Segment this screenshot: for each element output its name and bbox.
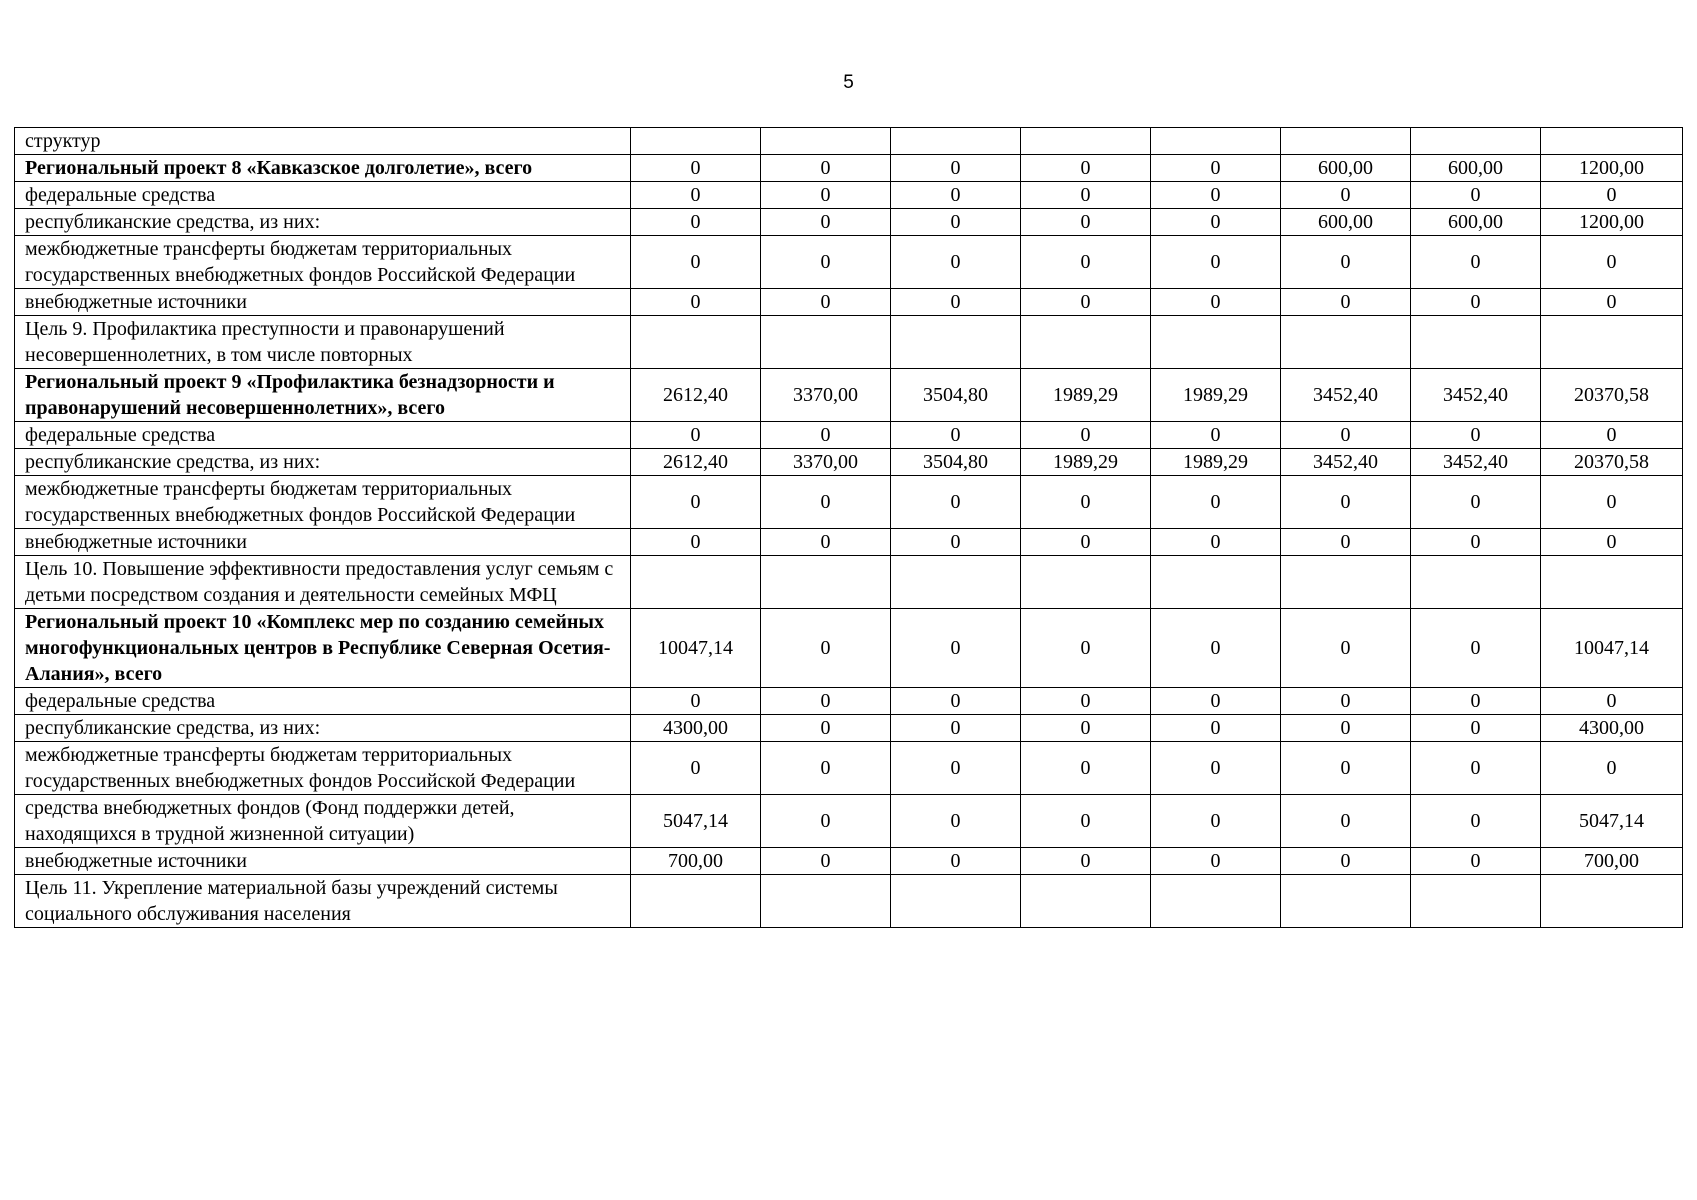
table-row [15,476,1683,529]
value-cell: 0 [1021,742,1151,795]
value-cell: 0 [1151,236,1281,289]
value-cell: 0 [1151,848,1281,875]
value-cell: 20370,58 [1541,369,1683,422]
value-cell: 0 [1411,289,1541,316]
value-cell: 0 [761,742,891,795]
value-cell [1151,128,1281,155]
row-label: межбюджетные трансферты бюджетам территориальных государственных внебюджетных фондов Российской Федерации [15,236,631,289]
value-cell: 0 [1541,289,1683,316]
table-row [15,848,1683,875]
value-cell: 0 [1021,182,1151,209]
table-row [15,155,1683,182]
row-label: межбюджетные трансферты бюджетам территориальных государственных внебюджетных фондов Российской Федерации [15,742,631,795]
value-cell: 0 [1021,609,1151,688]
value-cell: 0 [761,209,891,236]
value-cell [1281,316,1411,369]
value-cell: 0 [761,289,891,316]
value-cell: 10047,14 [1541,609,1683,688]
value-cell [891,316,1021,369]
value-cell: 0 [1411,795,1541,848]
value-cell: 0 [1281,795,1411,848]
table-row [15,556,1683,609]
value-cell: 0 [1151,422,1281,449]
value-cell: 0 [1151,715,1281,742]
value-cell: 0 [1021,209,1151,236]
value-cell: 0 [1021,688,1151,715]
value-cell [891,875,1021,928]
value-cell: 0 [1151,742,1281,795]
value-cell: 3452,40 [1281,449,1411,476]
value-cell: 2612,40 [631,369,761,422]
value-cell: 0 [1151,609,1281,688]
value-cell [761,556,891,609]
value-cell: 10047,14 [631,609,761,688]
value-cell: 0 [1281,529,1411,556]
funding-table-body [15,128,1683,928]
row-label: Региональный проект 10 «Комплекс мер по созданию семейных многофункциональных центров в Республике Северная Осетия-Алания», всего [15,609,631,688]
value-cell: 0 [891,155,1021,182]
value-cell [1021,556,1151,609]
value-cell [761,316,891,369]
row-label: структур [15,128,631,155]
value-cell: 600,00 [1411,209,1541,236]
value-cell: 0 [1411,236,1541,289]
value-cell: 3452,40 [1411,449,1541,476]
value-cell: 0 [1151,688,1281,715]
value-cell: 0 [1541,476,1683,529]
value-cell: 1200,00 [1541,155,1683,182]
value-cell: 20370,58 [1541,449,1683,476]
value-cell: 0 [631,476,761,529]
value-cell: 3452,40 [1411,369,1541,422]
value-cell: 0 [1021,236,1151,289]
value-cell [1021,128,1151,155]
value-cell: 0 [631,529,761,556]
value-cell: 0 [1151,209,1281,236]
value-cell: 3452,40 [1281,369,1411,422]
page-number: 5 [843,72,854,93]
value-cell: 0 [1281,476,1411,529]
value-cell: 0 [891,236,1021,289]
value-cell [1151,875,1281,928]
row-label: республиканские средства, из них: [15,449,631,476]
value-cell: 0 [1281,742,1411,795]
value-cell [1411,875,1541,928]
value-cell: 0 [891,476,1021,529]
row-label: межбюджетные трансферты бюджетам территориальных государственных внебюджетных фондов Российской Федерации [15,476,631,529]
value-cell: 0 [1281,609,1411,688]
value-cell: 0 [1541,529,1683,556]
value-cell [1411,128,1541,155]
value-cell: 0 [1411,529,1541,556]
value-cell: 0 [891,609,1021,688]
value-cell [1411,316,1541,369]
value-cell: 0 [1021,155,1151,182]
value-cell [1281,128,1411,155]
value-cell [1541,875,1683,928]
value-cell [1021,316,1151,369]
value-cell: 600,00 [1411,155,1541,182]
value-cell [631,128,761,155]
value-cell: 0 [1411,715,1541,742]
value-cell: 0 [1021,848,1151,875]
value-cell: 0 [891,209,1021,236]
value-cell: 0 [1151,795,1281,848]
value-cell: 1989,29 [1021,449,1151,476]
value-cell: 0 [631,209,761,236]
value-cell: 0 [1411,182,1541,209]
value-cell: 0 [1151,289,1281,316]
value-cell: 0 [631,422,761,449]
table-row [15,422,1683,449]
value-cell: 700,00 [631,848,761,875]
value-cell: 1989,29 [1021,369,1151,422]
table-row [15,529,1683,556]
value-cell: 0 [1411,476,1541,529]
value-cell: 5047,14 [1541,795,1683,848]
value-cell [1021,875,1151,928]
value-cell: 0 [891,742,1021,795]
value-cell: 0 [761,182,891,209]
value-cell: 0 [761,529,891,556]
value-cell: 0 [631,742,761,795]
value-cell: 0 [1541,182,1683,209]
value-cell: 3370,00 [761,369,891,422]
value-cell [1541,128,1683,155]
value-cell [1541,556,1683,609]
value-cell [1151,556,1281,609]
value-cell [631,875,761,928]
value-cell: 0 [761,236,891,289]
value-cell: 0 [891,529,1021,556]
row-label: средства внебюджетных фондов (Фонд поддержки детей, находящихся в трудной жизненной ситуации) [15,795,631,848]
value-cell: 0 [891,688,1021,715]
row-label: республиканские средства, из них: [15,209,631,236]
value-cell: 4300,00 [631,715,761,742]
value-cell [891,128,1021,155]
row-label: федеральные средства [15,688,631,715]
row-label: Региональный проект 8 «Кавказское долголетие», всего [15,155,631,182]
value-cell [1281,875,1411,928]
value-cell: 0 [1411,848,1541,875]
value-cell: 0 [1021,715,1151,742]
value-cell: 0 [891,715,1021,742]
row-label: внебюджетные источники [15,848,631,875]
value-cell: 700,00 [1541,848,1683,875]
value-cell: 0 [1281,688,1411,715]
value-cell: 0 [1021,289,1151,316]
row-label: федеральные средства [15,422,631,449]
value-cell: 0 [631,688,761,715]
value-cell: 0 [1151,529,1281,556]
value-cell [1151,316,1281,369]
value-cell: 0 [1411,422,1541,449]
value-cell: 0 [631,236,761,289]
value-cell [631,316,761,369]
table-row [15,449,1683,476]
value-cell: 0 [891,182,1021,209]
table-row [15,795,1683,848]
value-cell: 0 [891,848,1021,875]
value-cell: 2612,40 [631,449,761,476]
value-cell: 3504,80 [891,449,1021,476]
value-cell: 0 [1021,529,1151,556]
value-cell: 3504,80 [891,369,1021,422]
row-label: Региональный проект 9 «Профилактика безнадзорности и правонарушений несовершеннолетних», всего [15,369,631,422]
value-cell: 1989,29 [1151,449,1281,476]
value-cell: 1989,29 [1151,369,1281,422]
value-cell: 3370,00 [761,449,891,476]
value-cell [1541,316,1683,369]
value-cell: 0 [761,848,891,875]
value-cell [1281,556,1411,609]
value-cell: 0 [761,476,891,529]
table-row [15,128,1683,155]
value-cell: 0 [761,155,891,182]
value-cell [891,556,1021,609]
funding-table [14,127,1683,928]
value-cell: 0 [1021,795,1151,848]
value-cell: 0 [891,289,1021,316]
row-label: федеральные средства [15,182,631,209]
value-cell [1411,556,1541,609]
value-cell: 0 [761,422,891,449]
value-cell: 4300,00 [1541,715,1683,742]
value-cell: 0 [1151,476,1281,529]
row-label: внебюджетные источники [15,529,631,556]
value-cell: 0 [761,609,891,688]
value-cell: 0 [631,155,761,182]
value-cell: 0 [631,289,761,316]
table-row [15,715,1683,742]
value-cell: 0 [1541,742,1683,795]
value-cell [761,875,891,928]
value-cell: 0 [891,422,1021,449]
row-label: республиканские средства, из них: [15,715,631,742]
row-label: внебюджетные источники [15,289,631,316]
value-cell: 0 [1411,742,1541,795]
row-label: Цель 11. Укрепление материальной базы учреждений системы социального обслуживания населения [15,875,631,928]
value-cell: 0 [761,795,891,848]
row-label: Цель 9. Профилактика преступности и правонарушений несовершеннолетних, в том числе повторных [15,316,631,369]
value-cell: 0 [1281,236,1411,289]
table-row [15,182,1683,209]
value-cell [761,128,891,155]
table-row [15,369,1683,422]
value-cell [631,556,761,609]
value-cell: 0 [1151,155,1281,182]
value-cell: 600,00 [1281,209,1411,236]
value-cell: 1200,00 [1541,209,1683,236]
value-cell: 0 [1411,609,1541,688]
value-cell: 0 [1541,688,1683,715]
table-row [15,688,1683,715]
value-cell: 0 [1541,422,1683,449]
value-cell: 0 [1151,182,1281,209]
value-cell: 0 [1021,422,1151,449]
value-cell: 0 [631,182,761,209]
value-cell: 0 [1281,289,1411,316]
value-cell: 0 [1281,715,1411,742]
value-cell: 0 [1411,688,1541,715]
value-cell: 0 [891,795,1021,848]
value-cell: 0 [761,688,891,715]
value-cell: 0 [1281,182,1411,209]
value-cell: 0 [1281,422,1411,449]
value-cell: 0 [1281,848,1411,875]
table-row [15,609,1683,688]
value-cell: 0 [1021,476,1151,529]
value-cell: 600,00 [1281,155,1411,182]
table-row [15,236,1683,289]
table-row [15,209,1683,236]
table-row [15,875,1683,928]
value-cell: 0 [761,715,891,742]
row-label: Цель 10. Повышение эффективности предоставления услуг семьям с детьми посредством создания и деятельности семейных МФЦ [15,556,631,609]
table-row [15,289,1683,316]
table-row [15,316,1683,369]
value-cell: 5047,14 [631,795,761,848]
table-row [15,742,1683,795]
value-cell: 0 [1541,236,1683,289]
